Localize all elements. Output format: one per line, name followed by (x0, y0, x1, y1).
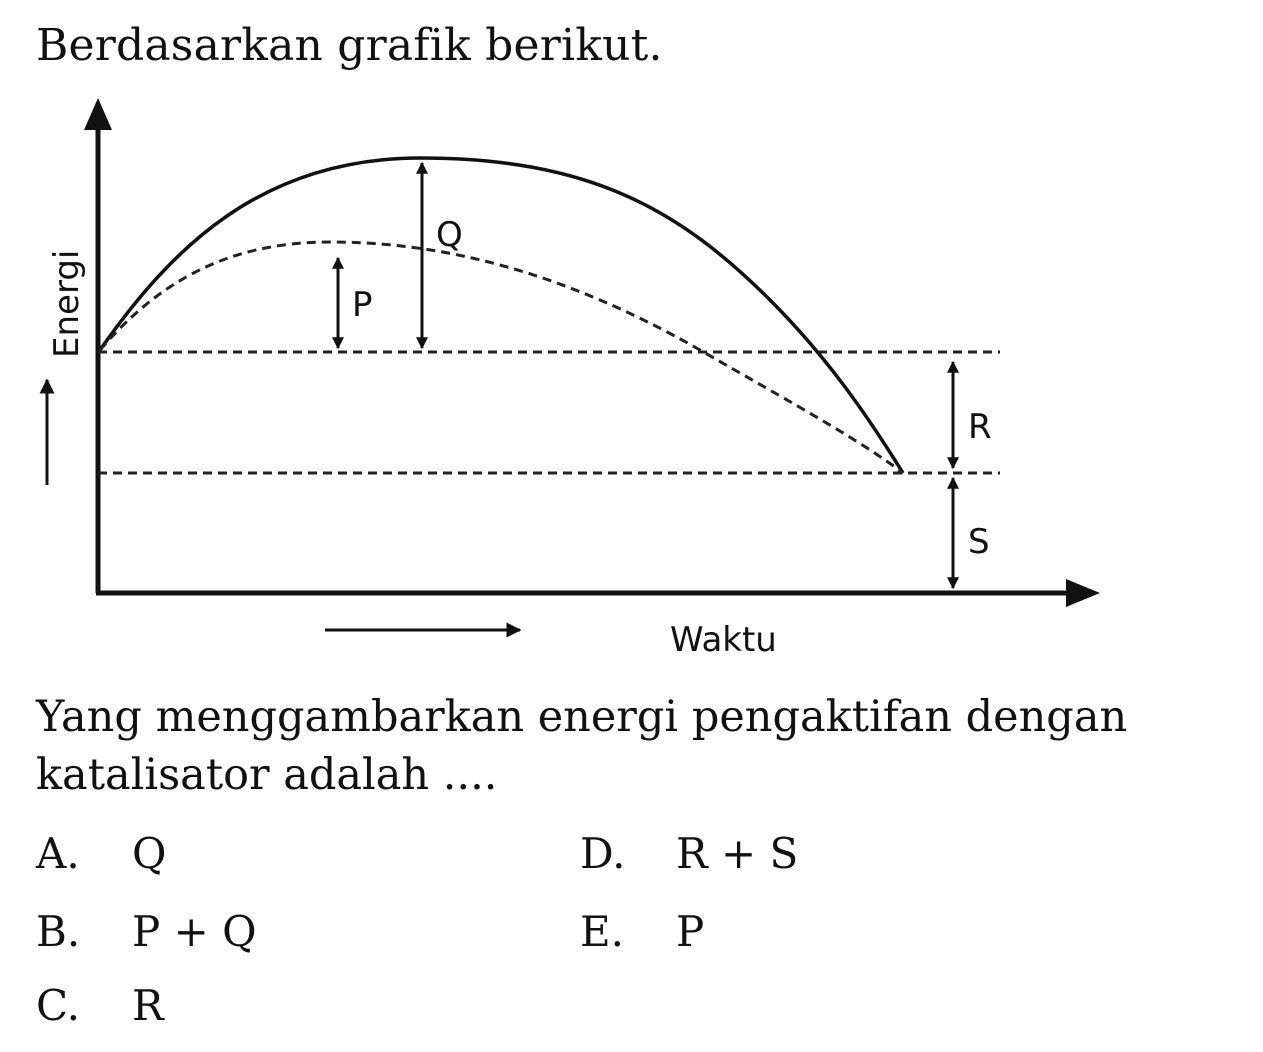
option-text: R (132, 981, 164, 1030)
option-text: P + Q (132, 907, 257, 956)
option-letter: D. (580, 829, 626, 878)
y-axis-arrowhead (84, 98, 112, 130)
label-p: P (352, 285, 373, 325)
option-c[interactable] (36, 978, 164, 1034)
x-axis-arrowhead (1066, 579, 1100, 607)
energy-diagram (0, 80, 1263, 680)
option-text: P (676, 907, 705, 956)
catalyzed-curve (100, 242, 903, 473)
option-letter: B. (36, 907, 81, 956)
option-letter: E. (580, 907, 625, 956)
question-text: Yang menggambarkan energi pengaktifan dengan katalisator adalah .... (36, 692, 1128, 800)
question-heading: Berdasarkan grafik berikut. (36, 20, 663, 71)
label-r: R (968, 407, 992, 447)
label-q: Q (436, 215, 463, 255)
option-letter: A. (36, 829, 80, 878)
uncatalyzed-curve (100, 158, 903, 473)
option-text: Q (132, 829, 167, 878)
x-axis-title: Waktu (670, 620, 777, 660)
option-b[interactable] (36, 904, 257, 960)
option-d[interactable] (580, 826, 798, 882)
y-axis-title: Energi (47, 249, 87, 358)
option-letter: C. (36, 981, 80, 1030)
option-a[interactable] (36, 826, 166, 882)
label-s: S (968, 522, 990, 562)
option-text: R + S (676, 829, 799, 878)
option-e[interactable] (580, 904, 704, 960)
